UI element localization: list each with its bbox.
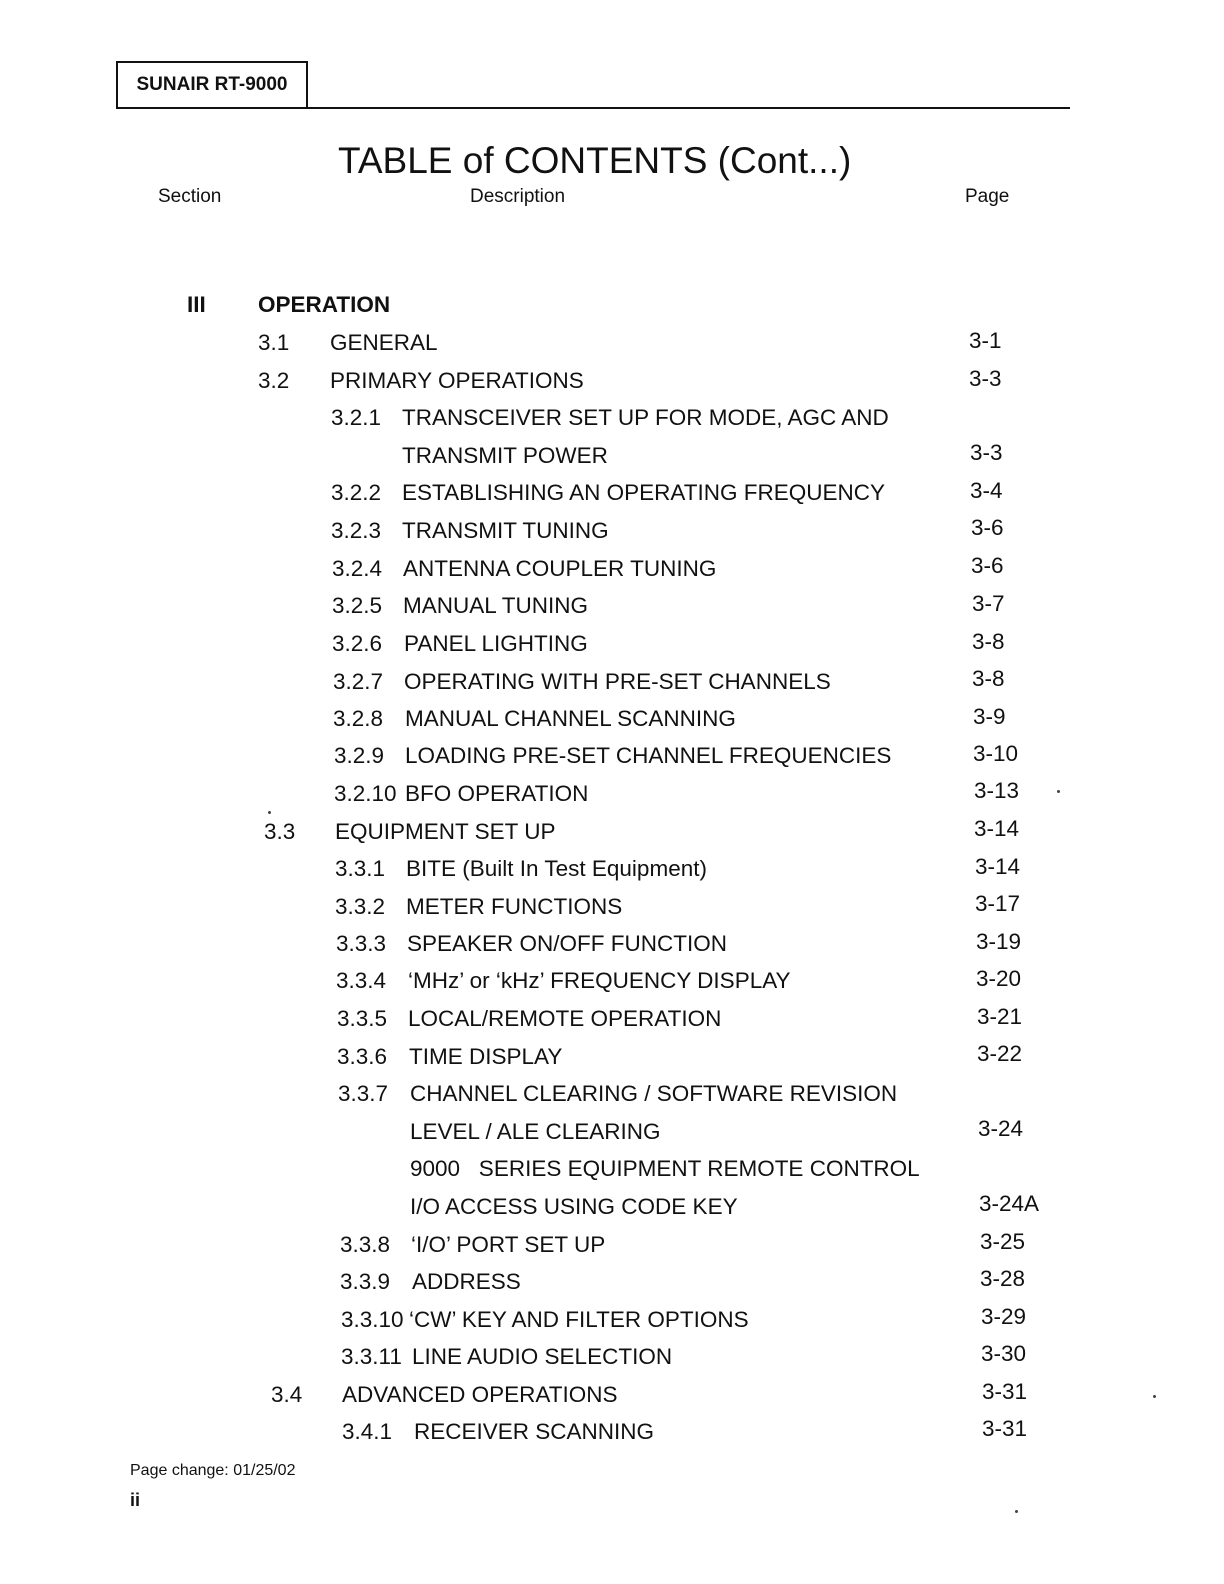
- entry-page: 3-25: [980, 1229, 1026, 1254]
- scan-speck: [268, 811, 271, 814]
- page-change-note: Page change: 01/25/02: [130, 1462, 296, 1479]
- entry-text: LEVEL / ALE CLEARING: [410, 1119, 661, 1144]
- entry-number: 3.3.7: [338, 1081, 389, 1106]
- entry-number: 3.2.4: [332, 556, 383, 581]
- toc-entry-3-2-5[interactable]: [332, 593, 588, 619]
- entry-number: 3.3.2: [335, 894, 386, 919]
- entry-number: 3.4.1: [342, 1419, 393, 1444]
- entry-page: 3-6: [971, 515, 1004, 540]
- column-header-section: Section: [158, 186, 222, 207]
- toc-entry-3-2-9[interactable]: [334, 743, 891, 769]
- entry-page: 3-8: [972, 629, 1005, 654]
- entry-text: PANEL LIGHTING: [404, 631, 588, 656]
- entry-number: 3.2: [258, 368, 290, 393]
- entry-page: 3-14: [975, 854, 1021, 879]
- entry-page: 3-29: [981, 1304, 1027, 1329]
- entry-text: ESTABLISHING AN OPERATING FREQUENCY: [402, 480, 886, 505]
- column-header-description: Description: [470, 186, 566, 207]
- entry-page: 3-10: [973, 741, 1019, 766]
- toc-entry-3-3-9[interactable]: [340, 1269, 521, 1295]
- entry-number: 3.2.5: [332, 593, 383, 618]
- entry-number: 3.2.6: [332, 631, 383, 656]
- entry-page: 3-4: [970, 478, 1003, 503]
- entry-text: I/O ACCESS USING CODE KEY: [410, 1194, 738, 1219]
- toc-entry-3-3-10[interactable]: [341, 1307, 749, 1333]
- entry-page: 3-22: [977, 1041, 1023, 1066]
- entry-page: 3-21: [977, 1004, 1023, 1029]
- entry-page: 3-13: [974, 778, 1020, 803]
- toc-entry-3-2-10[interactable]: [334, 781, 588, 807]
- entry-text: LINE AUDIO SELECTION: [412, 1344, 673, 1369]
- entry-number: 3.3.10: [341, 1307, 404, 1332]
- entry-page: 3-24A: [979, 1191, 1040, 1216]
- toc-entry-3-2-2[interactable]: [331, 480, 885, 506]
- entry-page: 3-9: [973, 704, 1006, 729]
- entry-number: 3.3.1: [335, 856, 386, 881]
- entry-number: 3.2.7: [333, 669, 384, 694]
- entry-number: 3.4: [271, 1382, 303, 1407]
- scan-speck: [1015, 1510, 1018, 1513]
- entry-number: 3.3.4: [336, 968, 387, 993]
- entry-number: 3.2.3: [331, 518, 382, 543]
- toc-entry-3-3-6[interactable]: [337, 1044, 562, 1070]
- entry-number: 3.2.1: [331, 405, 382, 430]
- toc-entry-3-2-7[interactable]: [333, 669, 831, 695]
- column-header-page: Page: [965, 186, 1010, 207]
- toc-entry-3-4-1[interactable]: [342, 1419, 654, 1445]
- entry-page: 3-19: [976, 929, 1022, 954]
- toc-entry-9000-remote[interactable]: [410, 1156, 920, 1182]
- entry-text: GENERAL: [330, 330, 438, 355]
- entry-text: METER FUNCTIONS: [406, 894, 623, 919]
- entry-text: BITE (Built In Test Equipment): [406, 856, 707, 881]
- toc-entry-3-3-4[interactable]: [336, 968, 791, 994]
- page-title: TABLE of CONTENTS (Cont...): [338, 140, 852, 181]
- scan-speck: [1153, 1395, 1156, 1398]
- toc-entry-3-3-3[interactable]: [336, 931, 727, 957]
- toc-entry-3-3-1[interactable]: [335, 856, 707, 882]
- toc-entry-3-2-3[interactable]: [331, 518, 609, 544]
- entry-page: 3-20: [976, 966, 1022, 991]
- toc-entry-3-3-7-cont[interactable]: [410, 1119, 661, 1145]
- toc-entry-3-4[interactable]: [271, 1382, 617, 1408]
- entry-text: ‘MHz’ or ‘kHz’ FREQUENCY DISPLAY: [408, 968, 791, 993]
- page-number: ii: [130, 1490, 141, 1510]
- toc-entry-3-3-8[interactable]: [340, 1232, 605, 1258]
- entry-number: 3.3.6: [337, 1044, 388, 1069]
- chapter-title: OPERATION: [258, 292, 391, 317]
- entry-page: 3-17: [975, 891, 1021, 916]
- entry-text: CHANNEL CLEARING / SOFTWARE REVISION: [410, 1081, 898, 1106]
- scan-speck: [1057, 790, 1060, 793]
- toc-entry-3-1[interactable]: [258, 330, 438, 356]
- entry-text: TRANSMIT POWER: [402, 443, 608, 468]
- entry-text: TRANSMIT TUNING: [402, 518, 609, 543]
- entry-number: 3.1: [258, 330, 290, 355]
- chapter-roman: III: [187, 292, 206, 317]
- toc-entry-3-2-1-cont[interactable]: [402, 443, 608, 469]
- entry-page: 3-14: [974, 816, 1020, 841]
- entry-text: OPERATING WITH PRE-SET CHANNELS: [404, 669, 831, 694]
- entry-number: 3.3.11: [341, 1344, 402, 1369]
- entry-number: 3.2.10: [334, 781, 397, 806]
- entry-text: MANUAL CHANNEL SCANNING: [405, 706, 736, 731]
- entry-text: PRIMARY OPERATIONS: [330, 368, 584, 393]
- entry-page: 3-3: [969, 366, 1002, 391]
- entry-number: 3.3.3: [336, 931, 387, 956]
- entry-number: 3.2.2: [331, 480, 382, 505]
- entry-text: TRANSCEIVER SET UP FOR MODE, AGC AND: [402, 405, 889, 430]
- entry-text: BFO OPERATION: [405, 781, 589, 806]
- entry-text: ANTENNA COUPLER TUNING: [403, 556, 717, 581]
- toc-entry-9000-remote-cont[interactable]: [410, 1194, 738, 1220]
- entry-number: 3.2.8: [333, 706, 384, 731]
- entry-number: 3.2.9: [334, 743, 385, 768]
- entry-text: TIME DISPLAY: [409, 1044, 563, 1069]
- entry-text: ‘CW’ KEY AND FILTER OPTIONS: [409, 1307, 749, 1332]
- entry-page: 3-8: [972, 666, 1005, 691]
- entry-page: 3-3: [970, 440, 1003, 465]
- entry-text: ‘I/O’ PORT SET UP: [411, 1232, 606, 1257]
- entry-number: 3.3.8: [340, 1232, 391, 1257]
- entry-number: 3.3.9: [340, 1269, 391, 1294]
- product-name: SUNAIR RT-9000: [136, 74, 288, 95]
- product-header-box: [116, 61, 308, 109]
- entry-page: 3-7: [972, 591, 1005, 616]
- entry-page: 3-30: [981, 1341, 1027, 1366]
- entry-text: RECEIVER SCANNING: [414, 1419, 655, 1444]
- toc-entry-3-3-7[interactable]: [338, 1081, 897, 1107]
- toc-entry-3-3-5[interactable]: [337, 1006, 721, 1032]
- entry-page: 3-24: [978, 1116, 1024, 1141]
- entry-text: ADVANCED OPERATIONS: [342, 1382, 618, 1407]
- entry-text: EQUIPMENT SET UP: [335, 819, 556, 844]
- entry-number: 3.3: [264, 819, 296, 844]
- toc-entry-3-3-11[interactable]: [341, 1344, 672, 1370]
- entry-text: ADDRESS: [412, 1269, 521, 1294]
- toc-entry-3-3-2[interactable]: [335, 894, 622, 920]
- toc-entry-3-2-4[interactable]: [332, 556, 716, 582]
- toc-entry-3-2-8[interactable]: [333, 706, 736, 732]
- header-rule: [308, 107, 1070, 109]
- entry-text: SPEAKER ON/OFF FUNCTION: [407, 931, 728, 956]
- entry-text: MANUAL TUNING: [403, 593, 589, 618]
- entry-page: 3-1: [969, 328, 1002, 353]
- entry-text: LOADING PRE-SET CHANNEL FREQUENCIES: [405, 743, 892, 768]
- entry-page: 3-31: [982, 1379, 1028, 1404]
- toc-entry-3-3[interactable]: [264, 819, 555, 845]
- entry-page: 3-6: [971, 553, 1004, 578]
- toc-entry-3-2[interactable]: [258, 368, 584, 394]
- entry-text: LOCAL/REMOTE OPERATION: [408, 1006, 722, 1031]
- toc-entry-3-2-6[interactable]: [332, 631, 588, 657]
- toc-entry-3-2-1[interactable]: [331, 405, 889, 431]
- entry-text: 9000 SERIES EQUIPMENT REMOTE CONTROL: [410, 1156, 920, 1181]
- entry-page: 3-31: [982, 1416, 1028, 1441]
- entry-page: 3-28: [980, 1266, 1026, 1291]
- entry-number: 3.3.5: [337, 1006, 388, 1031]
